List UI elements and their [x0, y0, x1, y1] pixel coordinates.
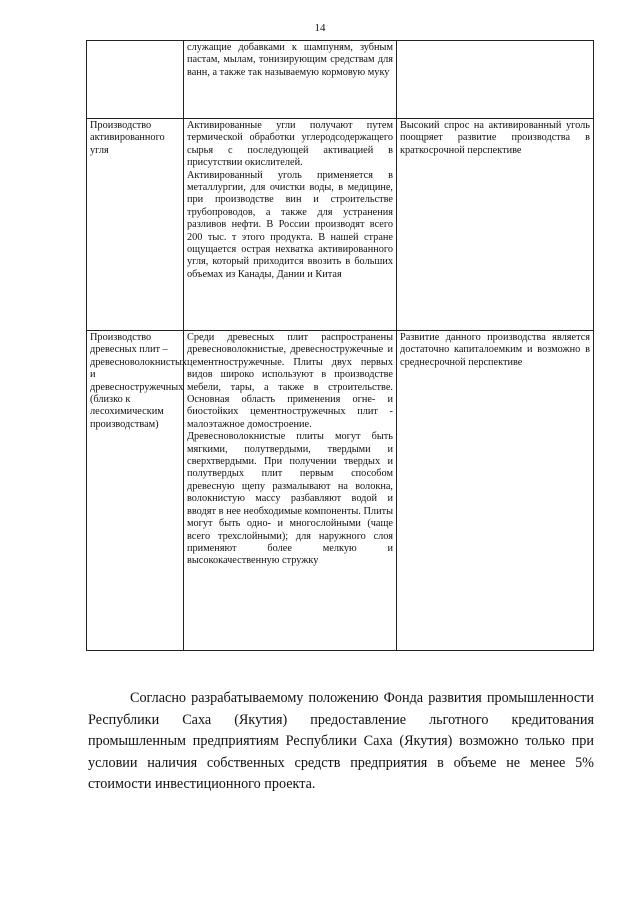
- description-paragraph: Активированный уголь применяется в металлургии, для очистки воды, в медицине, при производстве вин и строительстве трубопроводов, а также для устранения разливов нефти. В России производят всего 200 тыс. т этого продукта. В нашей стране ощущается острая нехватка активированного угля, который приходится ввозить в больших объемах из Канады, Дании и Китая: [187, 169, 393, 280]
- outlook-cell: Развитие данного производства является достаточно капиталоемким и возможно в среднесрочной перспективе: [397, 331, 594, 651]
- industry-cell: Производство активированного угля: [87, 119, 184, 331]
- page-number: 14: [314, 22, 326, 34]
- description-cell: [184, 41, 397, 119]
- description-cell: [184, 119, 397, 331]
- description-cell: [184, 331, 397, 651]
- table-row: [87, 331, 594, 651]
- description-paragraph: Древесноволокнистые плиты могут быть мягкими, полутвердыми, твердыми и сверхтвердыми. При получении твердых и полутвердых плит первым способом древесную щепу размалывают на волокна, волокнистую массу разбавляют водой и вводят в нее необходимые компоненты. Плиты могут быть одно- и многослойными (чаще всего трехслойными); для наружного слоя применяют более мелкую и высококачественную стружку: [187, 431, 393, 567]
- industry-cell: [87, 41, 184, 119]
- description-paragraph: служащие добавками к шампуням, зубным пастам, мылам, тонизирующим средствам для ванн, а также так называемую кормовую муку: [187, 42, 393, 78]
- industry-cell: Производство древесных плит – древесноволокнистых и древесностружечных (близко к лесохимическим производствам): [87, 331, 184, 651]
- description-paragraph: Среди древесных плит распространены древесноволокнистые, древесностружечные и цементностружечные. Плиты двух первых видов широко используют в производстве мебели, тары, а также в строительстве. Основная область применения огне- и биостойких цементностружечных плит - малоэтажное домостроение.: [187, 332, 393, 430]
- industry-table: [86, 40, 594, 651]
- table-row: [87, 119, 594, 331]
- outlook-cell: Высокий спрос на активированный уголь поощряет развитие производства в краткосрочной перспективе: [397, 119, 594, 331]
- outlook-cell: [397, 41, 594, 119]
- body-paragraph: Согласно разрабатываемому положению Фонда развития промышленности Республики Саха (Якутия) предоставление льготного кредитования промышленным предприятиям Республики Саха (Якутия) возможно только при условии наличия собственных средств предприятия в объеме не менее 5% стоимости инвестиционного проекта.: [88, 690, 594, 792]
- description-paragraph: Активированные угли получают путем термической обработки углеродсодержащего сырья с последующей активацией в присутствии окислителей.: [187, 120, 393, 169]
- table-row: [87, 41, 594, 119]
